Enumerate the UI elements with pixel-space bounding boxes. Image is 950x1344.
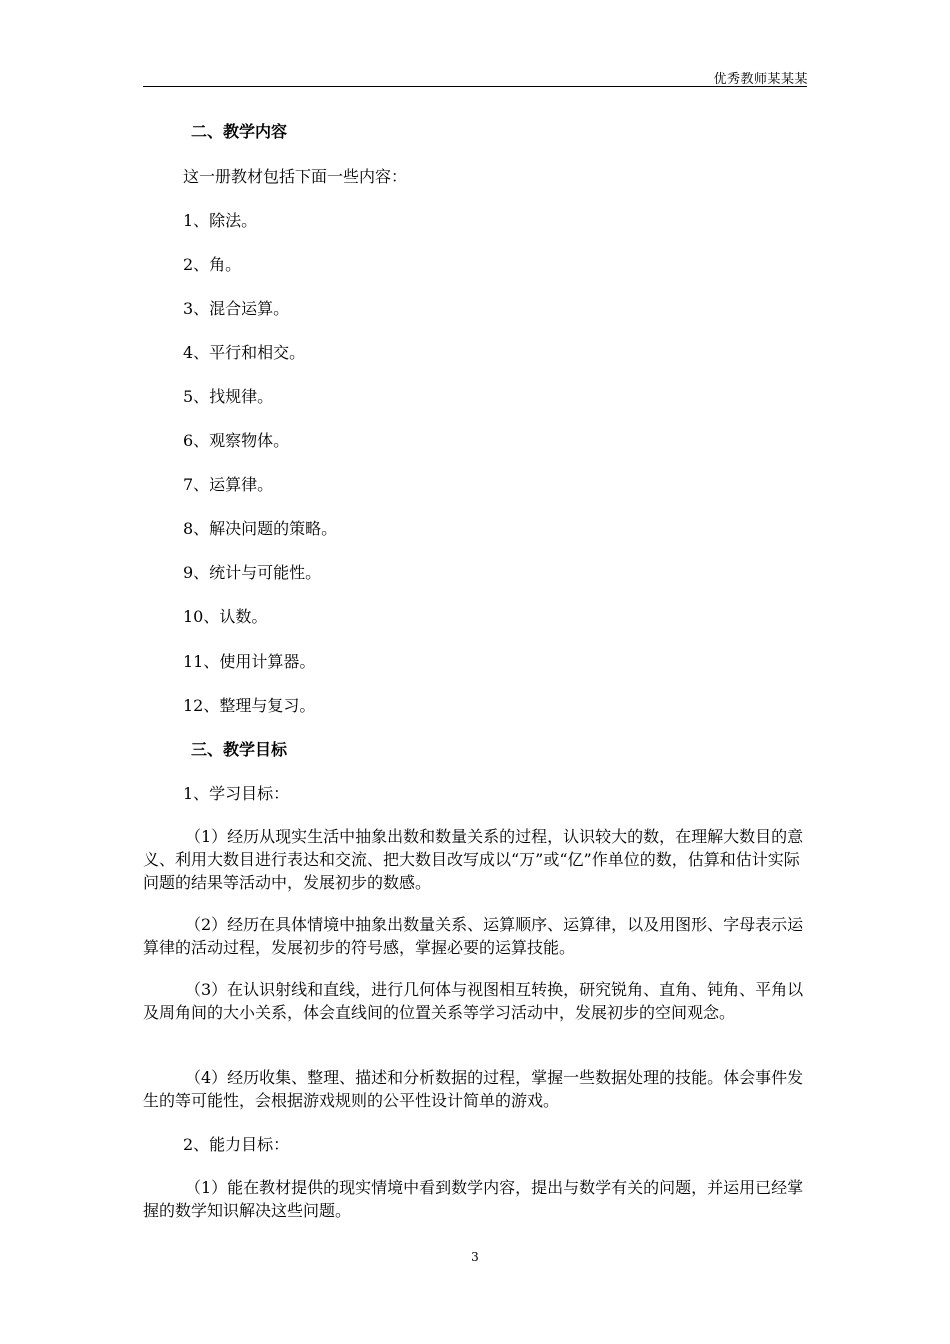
list-item: 7、运算律。 xyxy=(183,475,274,494)
paragraph: （3）在认识射线和直线，进行几何体与视图相互转换，研究锐角、直角、钝角、平角以及周角间的大小关系，体会直线间的位置关系等学习活动中，发展初步的空间观念。 xyxy=(143,980,804,1022)
subsection-title-ability: 2、能力目标： xyxy=(183,1135,290,1154)
section-intro: 这一册教材包括下面一些内容： xyxy=(183,167,408,186)
paragraph: （1）能在教材提供的现实情境中看到数学内容，提出与数学有关的问题，并运用已经掌握的数学知识解决这些问题。 xyxy=(143,1178,804,1220)
section-heading-goals: 三、教学目标 xyxy=(191,740,288,759)
section-heading-content: 二、教学内容 xyxy=(191,122,288,141)
page-number: 3 xyxy=(471,1250,479,1264)
list-item: 5、找规律。 xyxy=(183,387,274,406)
paragraph: （2）经历在具体情境中抽象出数量关系、运算顺序、运算律，以及用图形、字母表示运算律的活动过程，发展初步的符号感，掌握必要的运算技能。 xyxy=(143,915,804,957)
list-item: 6、观察物体。 xyxy=(183,431,290,450)
list-item: 10、认数。 xyxy=(183,607,268,626)
subsection-title-learning: 1、学习目标： xyxy=(183,784,290,803)
list-item: 1、除法。 xyxy=(183,211,258,230)
list-item: 12、整理与复习。 xyxy=(183,696,316,715)
paragraph: （4）经历收集、整理、描述和分析数据的过程，掌握一些数据处理的技能。体会事件发生的等可能性，会根据游戏规则的公平性设计简单的游戏。 xyxy=(143,1068,804,1110)
header-rule xyxy=(143,86,807,87)
list-item: 11、使用计算器。 xyxy=(183,652,316,671)
list-item: 8、解决问题的策略。 xyxy=(183,519,338,538)
list-item: 3、混合运算。 xyxy=(183,299,290,318)
page-header-author: 优秀教师某某某 xyxy=(713,72,808,87)
paragraph: （1）经历从现实生活中抽象出数和数量关系的过程，认识较大的数，在理解大数目的意义、利用大数目进行表达和交流、把大数目改写成以“万”或“亿”作单位的数，估算和估计实际问题的结果等活动中，发展初步的数感。 xyxy=(143,827,804,892)
list-item: 9、统计与可能性。 xyxy=(183,563,322,582)
list-item: 2、角。 xyxy=(183,255,242,274)
list-item: 4、平行和相交。 xyxy=(183,343,306,362)
